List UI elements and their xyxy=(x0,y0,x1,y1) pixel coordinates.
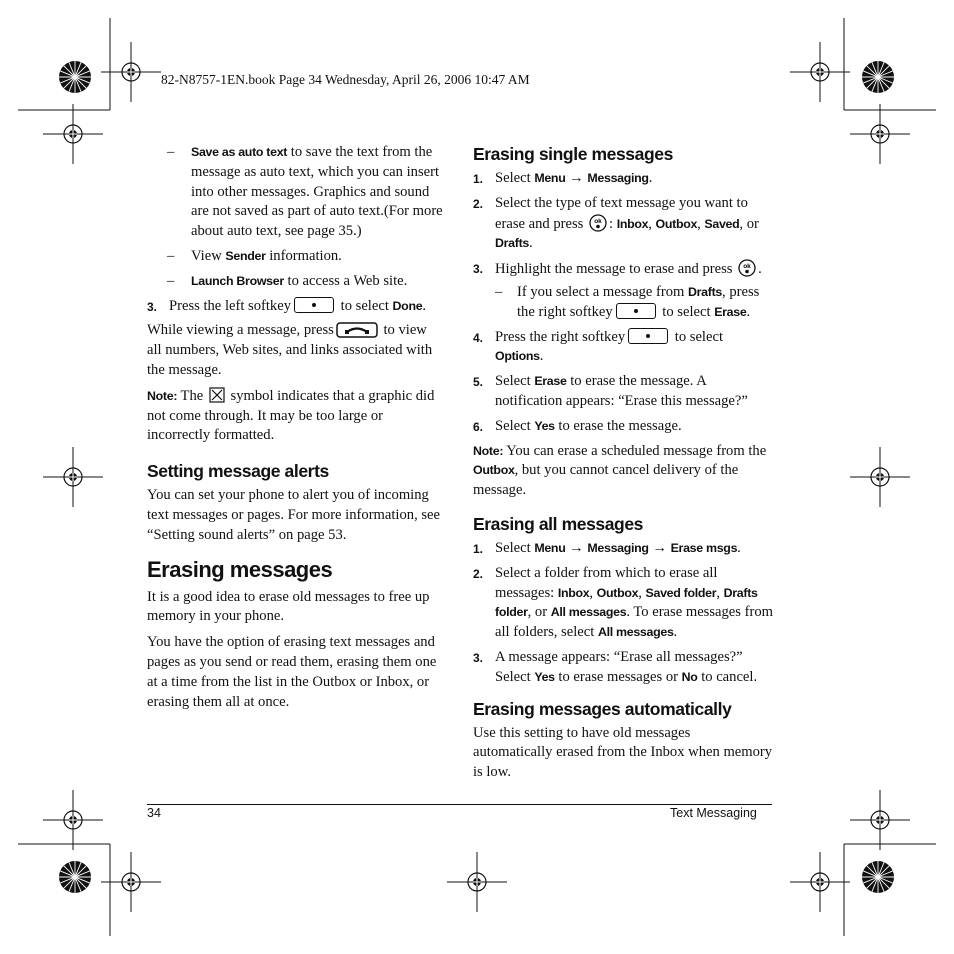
paragraph: It is a good idea to erase old messages to free up memory in your phone. xyxy=(147,588,430,625)
section-heading: Erasing all messages xyxy=(473,513,644,534)
note: Note: The symbol indicates that a graphic did not come through. It may be too large or incorrectly formatted. xyxy=(147,387,435,444)
menu-option: Save as auto text xyxy=(191,145,288,159)
step-item: 3. A message appears: “Erase all messages?” Select Yes to erase messages or No to cancel. xyxy=(473,648,758,685)
list-item: – Launch Browser to access a Web site. xyxy=(167,272,408,289)
list-item: – Save as auto text to save the text from the message as auto text, which you can insert into other messages. Graphics and sound are not saved as part of auto text.(For more about auto text, see page 35.) xyxy=(167,144,443,240)
section-heading: Erasing messages automatically xyxy=(473,698,732,719)
footer-rule xyxy=(147,804,772,805)
right-column xyxy=(473,143,773,789)
softkey-icon xyxy=(294,297,334,313)
paragraph: You have the option of erasing text messages and pages as you send or read them, erasing them one at a time from the list in the Outbox or Inbox, or erasing them all at once. xyxy=(147,634,437,710)
chapter-heading: Erasing messages xyxy=(147,556,333,582)
print-header: 82-N8757-1EN.book Page 34 Wednesday, April 26, 2006 10:47 AM xyxy=(161,72,530,87)
left-column xyxy=(147,143,443,718)
step-item: 1. Select Menu → Messaging. xyxy=(473,170,653,186)
page-number: 34 xyxy=(147,806,161,820)
paragraph: Use this setting to have old messages automatically erased from the Inbox when memory is low. xyxy=(473,724,773,781)
ok-key-icon xyxy=(589,214,607,232)
step-item: 3. Highlight the message to erase and press ok . xyxy=(473,261,762,278)
list-item: – View Sender information. xyxy=(167,247,342,264)
note-label: Note: xyxy=(473,443,504,458)
list-item: – If you select a message from Drafts, press the right softkey to select Erase. xyxy=(495,283,760,320)
svg-text:ok: ok xyxy=(743,263,751,271)
menu-option: Sender xyxy=(225,248,266,263)
step-item: 2. Select the type of text message you want to erase and press ok : Inbox, Outbox, Saved, or Drafts. xyxy=(473,194,759,252)
section-title: Text Messaging xyxy=(670,806,757,820)
ok-key-icon xyxy=(738,259,756,277)
section-heading: Erasing single messages xyxy=(473,144,673,164)
menu-option: Launch Browser xyxy=(191,273,284,288)
softkey-icon xyxy=(616,303,656,319)
note-label: Note: xyxy=(147,388,178,403)
step-item: 5. Select Erase to erase the message. A notification appears: “Erase this message?” xyxy=(473,373,748,409)
svg-text:ok: ok xyxy=(594,217,602,225)
step-item: 1. Select Menu → Messaging → Erase msgs. xyxy=(473,539,741,556)
note: Note: You can erase a scheduled message from the Outbox, but you cannot cancel delivery of the message. xyxy=(473,442,767,499)
section-heading: Setting message alerts xyxy=(147,461,329,482)
step-item: 3. Press the left softkey to select Done. xyxy=(147,297,426,314)
step-item: 4. Press the right softkey to select Options. xyxy=(473,328,723,365)
step-item: 6. Select Yes to erase the message. xyxy=(473,417,682,434)
step-item: 2. Select a folder from which to erase all messages: Inbox, Outbox, Saved folder, Drafts folder, or All messages. To erase messages from all folders, select All messages. xyxy=(473,564,773,641)
paragraph: You can set your phone to alert you of incoming text messages or pages. For more information, see “Setting sound alerts” on page 53. xyxy=(147,487,441,543)
send-key-icon xyxy=(336,322,378,338)
missing-graphic-icon xyxy=(209,387,225,403)
paragraph: While viewing a message, press to view all numbers, Web sites, and links associated with the message. xyxy=(147,322,433,378)
softkey-icon xyxy=(628,328,668,344)
